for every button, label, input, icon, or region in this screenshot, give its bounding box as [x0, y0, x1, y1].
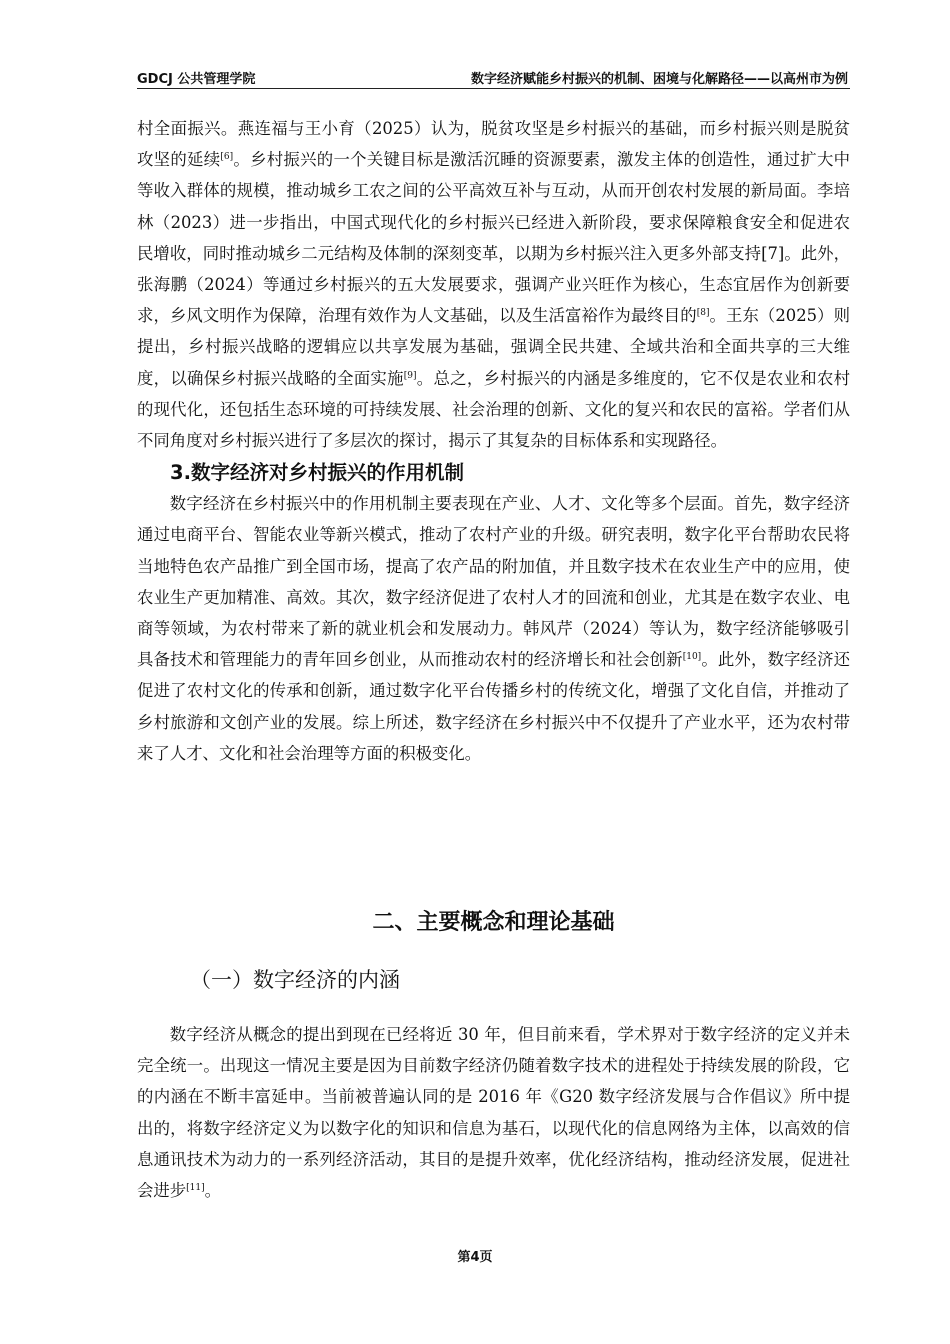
text-segment: 数字经济在乡村振兴中的作用机制主要表现在产业、人才、文化等多个层面。首先，数字经济通过电商平台、智能农业等新兴模式，推动了农村产业的升级。研究表明，数字化平台帮助农民将当地特色农产品推广到全国市场，提高了农产品的附加值，并且数字技术在农业生产中的应用，使农业生产更加精准、高效。其次，数字经济促进了农村人才的回流和创业，尤其是在数字农业、电商等领域，为农村带来了新的就业机会和发展动力。韩风芹（2024）等认为，数字经济能够吸引具备技术和管理能力的青年回乡创业，从而推动农村的经济增长和社会创新 — [137, 494, 850, 670]
citation-10: [10] — [682, 652, 702, 663]
header-paper-title: 数字经济赋能乡村振兴的机制、困境与化解路径——以高州市为例 — [470, 72, 848, 87]
citation-11: [11] — [186, 1183, 205, 1194]
paragraph-rural-revitalization — [137, 113, 850, 456]
paragraph-digital-economy-definition — [137, 1019, 850, 1206]
citation-8: [8] — [696, 308, 710, 319]
text-segment: 。总之，乡村振兴的内涵是多维度的，它不仅是农业和农村的现代化，还包括生态环境的可持续发展、社会治理的创新、文化的复兴和农民的富裕。学者们从不同角度对乡村振兴进行了多层次的探讨，揭示了其复杂的目标体系和实现路径。 — [137, 368, 851, 451]
text-segment: 。 — [204, 1181, 222, 1201]
text-segment: 。乡村振兴的一个关键目标是激活沉睡的资源要素，激发主体的创造性，通过扩大中等收入群体的规模，推动城乡工农之间的公平高效互补与互动，从而开创农村发展的新局面。李培林（2023）进一步指出，中国式现代化的乡村振兴已经进入新阶段，要求保障粮食安全和促进农民增收，同时推动城乡二元结构及体制的深刻变革，以期为乡村振兴注入更多外部支持[7]。此外，张海鹏（2024）等通过乡村振兴的五大发展要求，强调产业兴旺作为核心，生态宜居作为创新要求，乡风文明作为保障，治理有效作为人文基础，以及生活富裕作为最终目的 — [137, 150, 851, 326]
section-heading-3: 3.数字经济对乡村振兴的作用机制 — [170, 461, 464, 485]
citation-6: [6] — [220, 152, 234, 163]
page-number: 第4页 — [457, 1250, 493, 1265]
main-body — [137, 113, 850, 769]
chapter-heading: 二、主要概念和理论基础 — [372, 910, 615, 935]
page-header — [137, 66, 850, 89]
subsection-heading: （一）数字经济的内涵 — [190, 968, 400, 992]
text-segment: 数字经济从概念的提出到现在已经将近 30 年，但目前来看，学术界对于数字经济的定义并未完全统一。出现这一情况主要是因为目前数字经济仍随着数字技术的进程处于持续发展的阶段，它的内涵在不断丰富延申。当前被普遍认同的是 2016 年《G20 数字经济发展与合作倡议》所中提出的，将数字经济定义为以数字化的知识和信息为基石，以现代化的信息网络为主体，以高效的信息通讯技术为动力的一系列经济活动，其目的是提升效率，优化经济结构，推动经济发展，促进社会进步 — [137, 1025, 850, 1201]
paragraph-mechanism — [137, 488, 850, 769]
citation-9: [9] — [403, 370, 417, 381]
text-segment: 。王东（2025）则提出，乡村振兴战略的逻辑应以共享发展为基础，强调全民共建、全域共治和全面共享的三大维度，以确保乡村振兴战略的全面实施 — [137, 306, 851, 388]
digital-economy-body — [137, 1019, 850, 1206]
text-segment: 村全面振兴。燕连福与王小育（2025）认为，脱贫攻坚是乡村振兴的基础，而乡村振兴则是脱贫攻坚的延续 — [137, 119, 850, 170]
header-institution: GDCJ 公共管理学院 — [137, 72, 256, 87]
text-segment: 。此外，数字经济还促进了农村文化的传承和创新，通过数字化平台传播乡村的传统文化，增强了文化自信，并推动了乡村旅游和文创产业的发展。综上所述，数字经济在乡村振兴中不仅提升了产业水平，还为农村带来了人才、文化和社会治理等方面的积极变化。 — [137, 650, 851, 763]
